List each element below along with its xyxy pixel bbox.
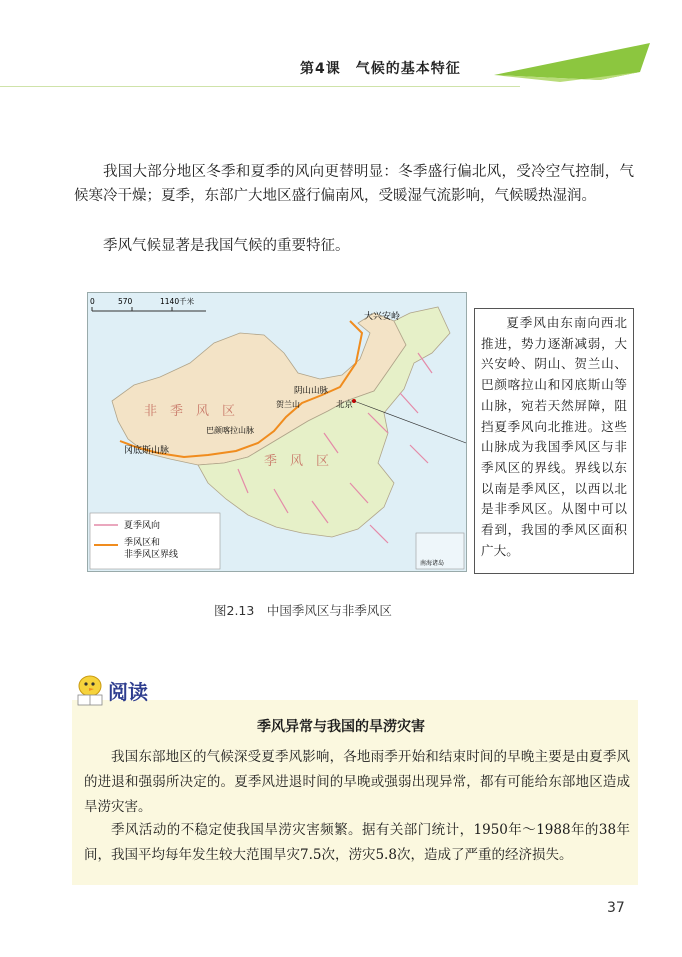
label-ba-yan: 巴颜喀拉山脉 <box>206 426 254 435</box>
label-beijing: 北京 <box>336 400 354 410</box>
legend-summer-wind: 夏季风向 <box>124 521 161 531</box>
page-number: 37 <box>607 900 625 916</box>
scale-tick-1140: 1140千米 <box>160 297 195 306</box>
south-sea-inset <box>416 533 464 569</box>
label-da-xing-an: 大兴安岭 <box>364 312 401 322</box>
map-callout-text: 夏季风由东南向西北推进，势力逐渐减弱，大兴安岭、阴山、贺兰山、巴颜喀拉山和冈底斯山等山脉，宛若天然屏障，阻挡夏季风向北推进。这些山脉成为我国季风区与非季风区的界线。界线以东以南是季风区，以西以北是非季风区。从图中可以看到，我国的季风区面积广大。 <box>474 308 634 574</box>
legend-boundary-line1: 季风区和 <box>124 538 161 548</box>
scale-tick-0: 0 <box>90 297 95 306</box>
reading-bird-icon <box>72 668 108 708</box>
reading-title: 季风异常与我国的旱涝灾害 <box>257 719 425 735</box>
reading-paragraph-1: 我国东部地区的气候深受夏季风影响，各地雨季开始和结束时间的早晚主要是由夏季风的进退和强弱所决定的。夏季风进退时间的早晚或强弱出现异常，都有可能给东部地区造成旱涝灾害。 <box>84 749 630 815</box>
reading-paragraph-2: 季风活动的不稳定使我国旱涝灾害频繁。据有关部门统计，1950年～1988年的38年间，我国平均每年发生较大范围旱灾7.5次，涝灾5.8次，造成了严重的经济损失。 <box>84 822 630 863</box>
scale-tick-570: 570 <box>118 297 133 306</box>
monsoon-map <box>87 292 467 572</box>
body-paragraph-1: 我国大部分地区冬季和夏季的风向更替明显：冬季盛行偏北风，受冷空气控制，气候寒冷干燥；夏季，东部广大地区盛行偏南风，受暖湿气流影响，气候暖热湿润。 <box>74 164 634 204</box>
label-non-monsoon: 非 季 风 区 <box>144 404 236 419</box>
legend-boundary-line2: 非季风区界线 <box>124 550 179 560</box>
lesson-title: 第4课 气候的基本特征 <box>300 61 461 77</box>
map-scale <box>90 296 206 311</box>
label-he-lan: 贺兰山 <box>276 400 300 409</box>
header-rule <box>0 86 520 87</box>
label-gang-di-si: 冈底斯山脉 <box>124 446 170 456</box>
label-south-sea: 南海诸岛 <box>420 560 445 567</box>
figure-caption: 图2.13 中国季风区与非季风区 <box>214 603 392 618</box>
map-svg <box>88 293 466 571</box>
map-legend <box>90 513 220 569</box>
label-monsoon: 季 风 区 <box>264 454 330 469</box>
label-yin-shan: 阴山山脉 <box>294 386 329 396</box>
body-paragraph-2: 季风气候显著是我国气候的重要特征。 <box>103 238 350 254</box>
reading-label: 阅读 <box>108 680 148 704</box>
